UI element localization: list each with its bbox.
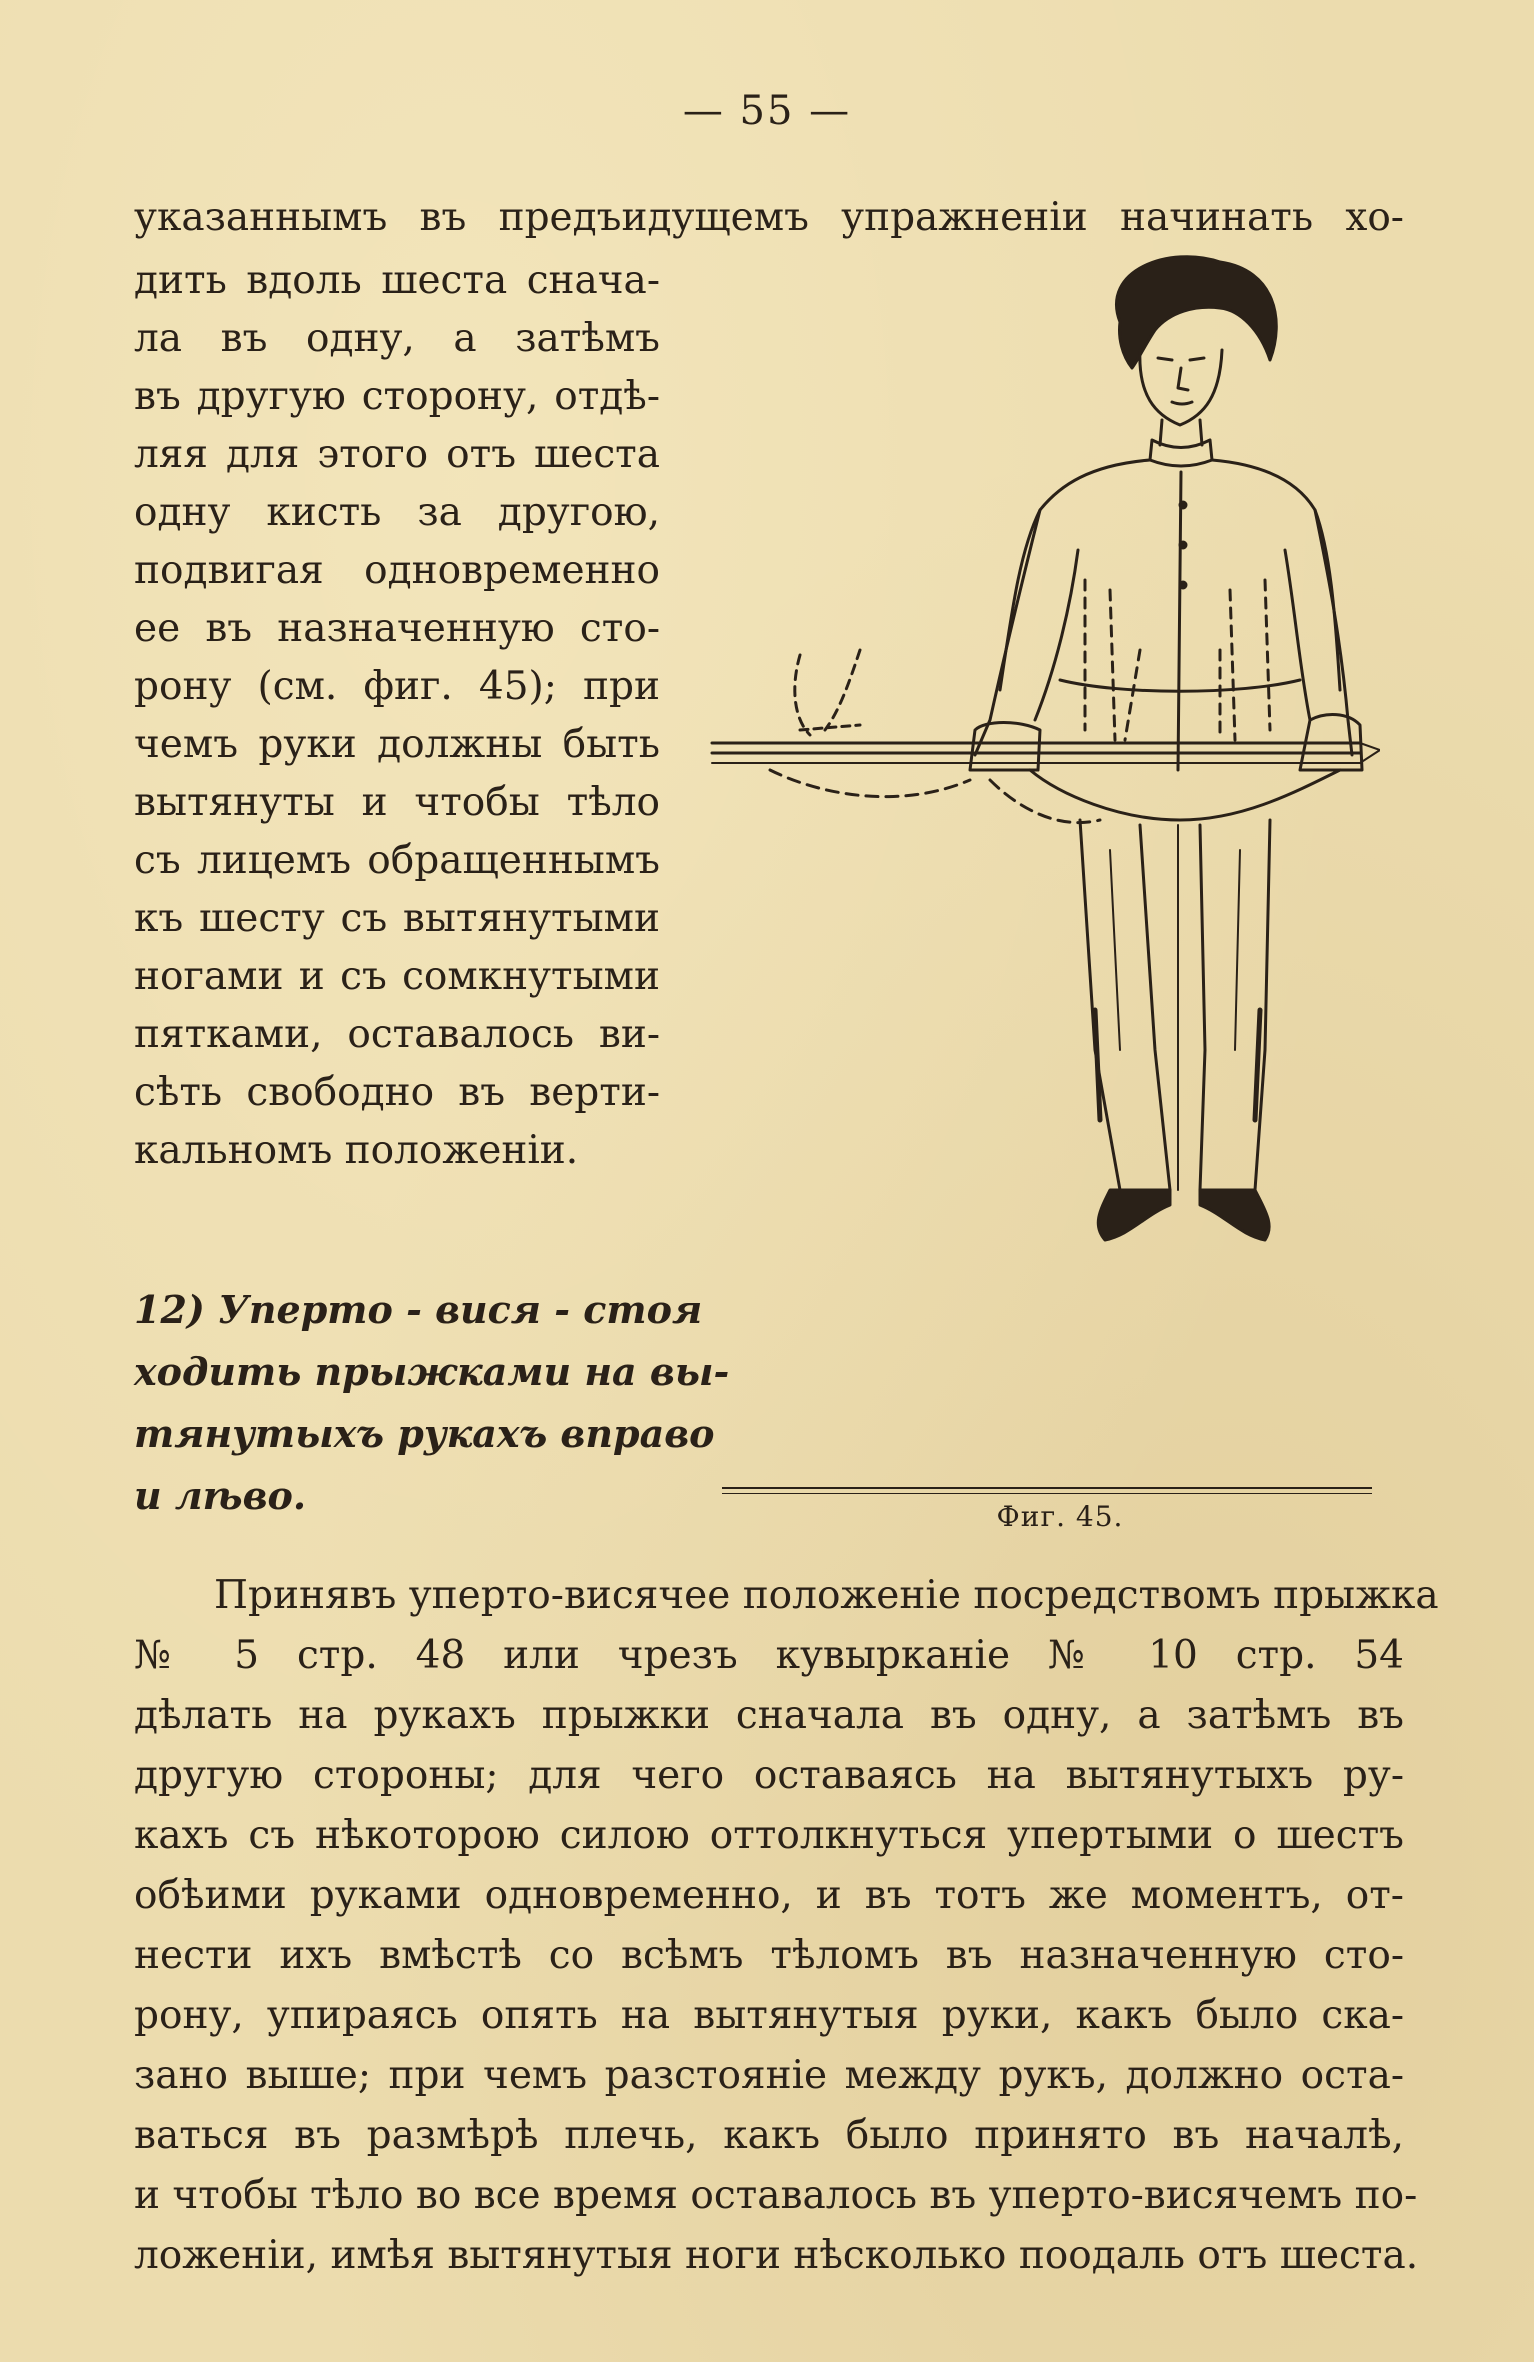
exercise-heading-line: ходить прыжками на вы- [134,1349,730,1394]
text-line: указаннымъ въ предъидущемъ упражненiи начинать хо- [134,195,1404,240]
text-line: нести ихъ вмѣстѣ со всѣмъ тѣломъ въ назначенную сто- [134,1933,1404,1978]
column-line: сѣть свободно въ верти- [134,1070,660,1115]
page-number: — 55 — [682,88,852,134]
text-line: обѣими руками одновременно, и въ тотъ же моментъ, от- [134,1873,1404,1918]
column-line: въ другую сторону, отдѣ- [134,374,660,419]
figure-rule [722,1487,1372,1494]
column-line: съ лицемъ обращеннымъ [134,838,660,883]
exercise-heading-line: тянутыхъ рукахъ вправо [134,1411,715,1456]
column-line: ляя для этого отъ шеста [134,432,660,477]
text-line: дѣлать на рукахъ прыжки сначала въ одну, а затѣмъ въ [134,1693,1404,1738]
column-line: чемъ руки должны быть [134,722,660,767]
exercise-heading-line: и лѣво. [134,1473,307,1518]
column-line: рону (см. фиг. 45); при [134,664,660,709]
text-line: № 5 стр. 48 или чрезъ кувырканiе № 10 стр. 54 [134,1633,1404,1678]
text-line: рону, упираясь опять на вытянутыя руки, какъ было ска- [134,1993,1404,2038]
column-line: кальномъ положенiи. [134,1128,579,1173]
text-line: зано выше; при чемъ разстоянiе между рукъ, должно оста- [134,2053,1404,2098]
figure-45-illustration [700,250,1380,1510]
column-line: ногами и съ сомкнутыми [134,954,660,999]
column-line: къ шесту съ вытянутыми [134,896,660,941]
column-line: одну кисть за другою, [134,490,660,535]
column-line: подвигая одновременно [134,548,660,593]
column-line: ла въ одну, а затѣмъ [134,316,660,361]
column-line: ее въ назначенную сто- [134,606,660,651]
figure-caption: Фиг. 45. [996,1500,1124,1533]
text-line: ваться въ размѣрѣ плечь, какъ было принято въ началѣ, [134,2113,1404,2158]
column-line: вытянуты и чтобы тѣло [134,780,660,825]
text-line: и чтобы тѣло во все время оставалось въ уперто-висячемъ по- [134,2173,1418,2218]
text-line: Принявъ уперто-висячее положенiе посредствомъ прыжка [214,1573,1439,1618]
text-line: ложенiи, имѣя вытянутыя ноги нѣсколько поодаль отъ шеста. [134,2233,1419,2278]
text-line: другую стороны; для чего оставаясь на вытянутыхъ ру- [134,1753,1404,1798]
text-line: кахъ съ нѣкоторою силою оттолкнуться упертыми о шестъ [134,1813,1404,1858]
column-line: дить вдоль шеста снача- [134,258,660,303]
exercise-heading-line: 12) Уперто - вися - стоя [134,1287,703,1332]
column-line: пятками, оставалось ви- [134,1012,660,1057]
